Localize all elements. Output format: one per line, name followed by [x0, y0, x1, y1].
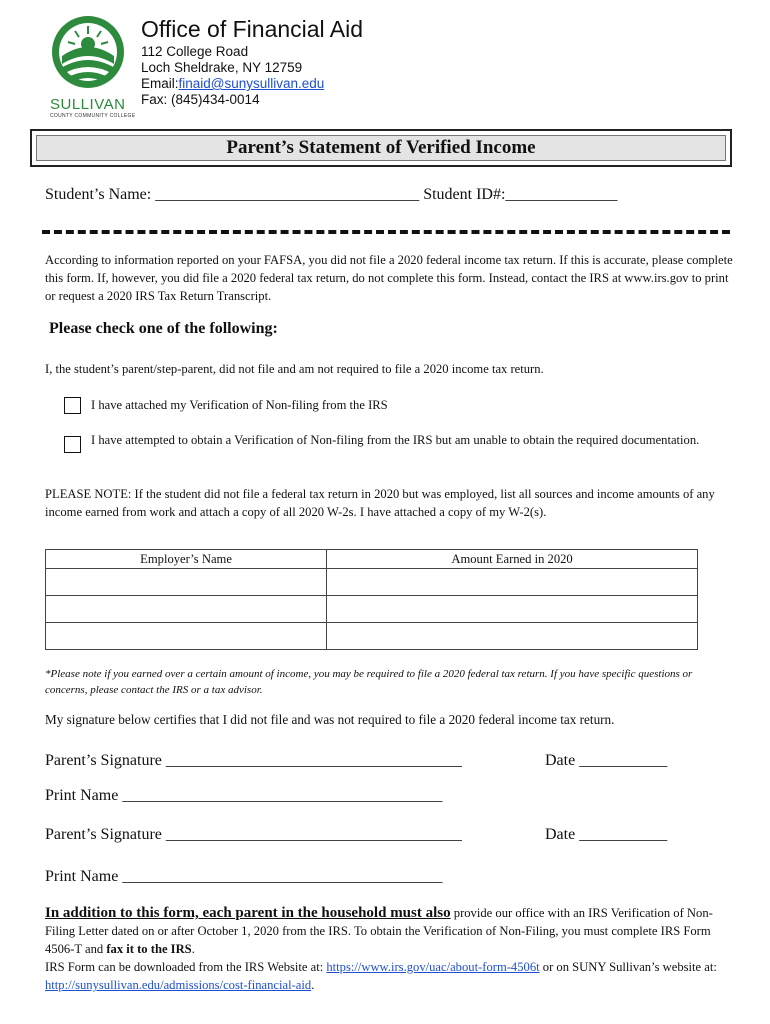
- form-title-box: [30, 129, 732, 167]
- option-2-checkbox[interactable]: [64, 436, 81, 453]
- amount-earned-header: Amount Earned in 2020: [327, 550, 698, 569]
- table-row: [46, 569, 698, 596]
- print-name-2[interactable]: Print Name ________________________________________: [45, 868, 443, 885]
- employer-name-header: Employer’s Name: [46, 550, 327, 569]
- bottom-text-1-end: .: [191, 942, 195, 956]
- date-1[interactable]: Date ___________: [545, 752, 668, 769]
- bottom-lead-text: In addition to this form, each parent in the household must also: [45, 905, 451, 921]
- table-header-row: [46, 550, 698, 569]
- bottom-text-2: IRS Form can be downloaded from the IRS Website at:: [45, 960, 327, 974]
- logo-subtitle: COUNTY COMMUNITY COLLEGE: [50, 113, 136, 119]
- parent-signature-1[interactable]: Parent’s Signature _____________________________________: [45, 752, 462, 769]
- date-2[interactable]: Date ___________: [545, 826, 668, 843]
- address-line-1: 112 College Road: [141, 44, 249, 59]
- email-label: Email:: [141, 76, 179, 91]
- option-1-checkbox[interactable]: [64, 397, 81, 414]
- logo-wordmark: SULLIVAN: [50, 96, 126, 113]
- table-row: [46, 623, 698, 650]
- please-note-paragraph: PLEASE NOTE: If the student did not file a federal tax return in 2020 but was employed, list all sources and income amounts of any income earned from work and attach a copy of all 2020 W-2s. I have attached a copy of my W-2(s).: [45, 487, 715, 519]
- parent-signature-2[interactable]: Parent’s Signature _____________________________________: [45, 826, 462, 843]
- sullivan-aid-link[interactable]: http://sunysullivan.edu/admissions/cost-financial-aid: [45, 978, 312, 992]
- table-row: [46, 596, 698, 623]
- dashed-divider: [42, 230, 730, 234]
- option-1-label: I have attached my Verification of Non-filing from the IRS: [91, 398, 388, 412]
- bottom-instructions: [45, 904, 735, 994]
- certify-statement: My signature below certifies that I did not file and was not required to file a 2020 federal income tax return.: [45, 712, 615, 727]
- option-2-label: I have attempted to obtain a Verification of Non-filing from the IRS but am unable to obtain the required documentation.: [91, 433, 700, 447]
- bottom-text-4: .: [311, 978, 315, 992]
- amount-cell[interactable]: [327, 569, 698, 596]
- bottom-text-1: provide our office with an IRS Verification of Non-Filing Letter dated on or after October 1, 2020 from the IRS. To obtain the Verification of Non-Filing, you must complete IRS Form 4506-T and: [45, 906, 713, 956]
- non-filer-statement: I, the student’s parent/step-parent, did not file and am not required to file a 2020 income tax return.: [45, 362, 544, 376]
- amount-cell[interactable]: [327, 623, 698, 650]
- email-link[interactable]: finaid@sunysullivan.edu: [178, 76, 325, 91]
- employer-cell[interactable]: [46, 569, 327, 596]
- footnote: *Please note if you earned over a certain amount of income, you may be required to file a 2020 federal tax return. If you have specific questions or concerns, please contact the IRS or a tax advisor.: [45, 668, 693, 696]
- amount-cell[interactable]: [327, 596, 698, 623]
- fax-irs-text: fax it to the IRS: [106, 942, 192, 956]
- form-title: Parent’s Statement of Verified Income: [36, 135, 726, 161]
- irs-form-link[interactable]: https://www.irs.gov/uac/about-form-4506t: [326, 960, 540, 974]
- address-line-2: Loch Sheldrake, NY 12759: [141, 60, 303, 75]
- student-info-line[interactable]: Student’s Name: _________________________________ Student ID#:______________: [45, 186, 618, 203]
- email-line: [141, 76, 324, 92]
- employer-cell[interactable]: [46, 596, 327, 623]
- bottom-text-3: or on SUNY Sullivan’s website at:: [539, 960, 717, 974]
- office-title: Office of Financial Aid: [141, 16, 364, 42]
- employer-table: [45, 549, 698, 650]
- fax-line: Fax: (845)434-0014: [141, 92, 260, 107]
- print-name-1[interactable]: Print Name ________________________________________: [45, 787, 443, 804]
- intro-paragraph: According to information reported on your FAFSA, you did not file a 2020 federal income tax return. If this is accurate, please complete this form. If, however, you did file a 2020 federal tax return, do not complete this form. Instead, contact the IRS at www.irs.gov to print or request a 2020 IRS Tax Return Transcript.: [45, 253, 733, 303]
- check-heading: Please check one of the following:: [49, 320, 278, 337]
- employer-cell[interactable]: [46, 623, 327, 650]
